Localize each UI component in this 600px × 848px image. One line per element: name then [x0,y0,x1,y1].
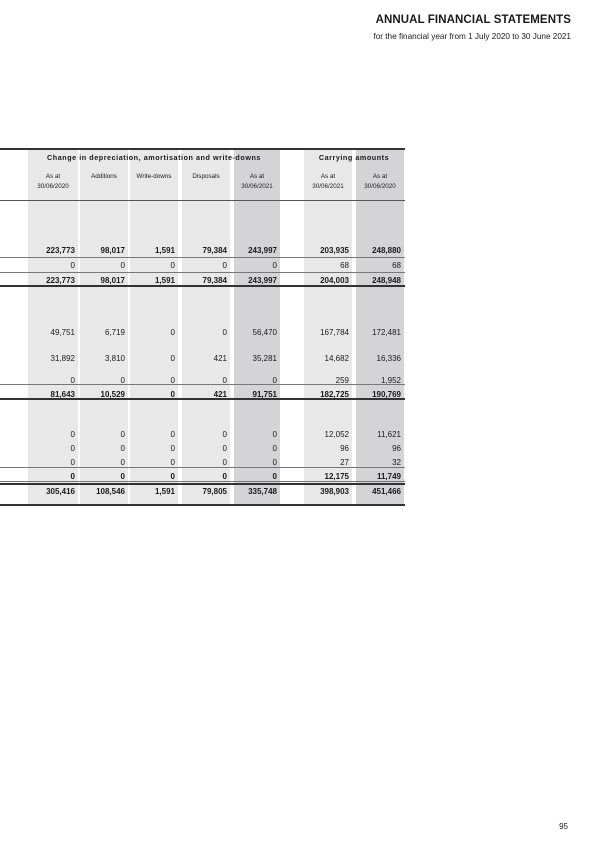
table-cell: 259 [335,376,349,385]
table-row [0,442,405,456]
table-cell: 91,751 [252,390,277,399]
table-cell: 0 [170,444,175,453]
table-cell: 79,805 [202,487,227,496]
table-cell: 0 [272,458,277,467]
column-header [304,172,352,192]
table-cell: 0 [120,430,125,439]
table-cell: 0 [222,376,227,385]
table-cell: 0 [170,354,175,363]
table-cell: 0 [170,458,175,467]
table-cell: 0 [70,444,75,453]
column-header-line: As at [372,173,388,180]
table-cell: 0 [272,430,277,439]
table-cell: 0 [70,458,75,467]
table-cell: 0 [120,376,125,385]
table-cell: 203,935 [320,246,349,255]
table-cell: 243,997 [248,246,277,255]
table-cell: 6,719 [104,328,125,337]
table-cell: 79,384 [202,276,227,285]
report-title: ANNUAL FINANCIAL STATEMENTS [375,14,571,26]
table-cell: 0 [272,376,277,385]
column-header-line: As at [45,173,61,180]
table-cell: 421 [213,354,227,363]
table-cell: 11,749 [376,472,401,481]
table-cell: 335,748 [248,487,277,496]
table-cell: 248,948 [372,276,401,285]
table-cell: 35,281 [252,354,277,363]
table-cell: 0 [170,261,175,270]
table-row-total [0,470,405,484]
table-cell: 398,903 [320,487,349,496]
table-cell: 108,546 [96,487,125,496]
table-cell: 81,643 [50,390,75,399]
table-cell: 10,529 [100,390,125,399]
table-rule [0,148,405,150]
column-header-line: Write-downs [136,173,172,180]
report-period: for the financial year from 1 July 2020 to 30 June 2021 [373,32,571,41]
table-row [0,428,405,442]
group-header-depreciation: Change in depreciation, amortisation and write-downs [47,153,261,162]
table-cell: 49,751 [50,328,75,337]
table-row [0,326,405,340]
table-cell: 98,017 [100,276,125,285]
table-cell: 0 [222,328,227,337]
table-cell: 56,470 [252,328,277,337]
column-header-line: 30/06/2020 [37,183,69,190]
table-cell: 32 [392,458,401,467]
table-cell: 421 [213,390,227,399]
table-cell: 3,810 [104,354,125,363]
table-cell: 0 [70,472,75,481]
table-cell: 0 [70,261,75,270]
column-header [130,172,178,182]
table-cell: 1,591 [154,487,175,496]
column-header-line: 30/06/2021 [241,183,273,190]
table-cell: 68 [340,261,349,270]
table-rule [0,200,405,201]
table-row [0,374,405,388]
page-number: 95 [559,822,568,831]
table-cell: 223,773 [46,246,75,255]
table-cell: 1,591 [154,246,175,255]
table-cell: 1,591 [154,276,175,285]
table-cell: 0 [222,444,227,453]
column-header [356,172,404,192]
table-cell: 223,773 [46,276,75,285]
table-cell: 0 [120,458,125,467]
column-header [80,172,128,182]
table-cell: 14,682 [324,354,349,363]
table-cell: 98,017 [100,246,125,255]
table-cell: 12,175 [324,472,349,481]
table-cell: 243,997 [248,276,277,285]
table-cell: 0 [222,430,227,439]
table-cell: 16,336 [376,354,401,363]
table-row-total [0,274,405,288]
table-cell: 11,621 [377,430,401,439]
table-cell: 0 [120,444,125,453]
table-cell: 204,003 [320,276,349,285]
column-header-line: 30/06/2021 [312,183,344,190]
table-cell: 248,880 [372,246,401,255]
table-cell: 182,725 [320,390,349,399]
table-row-total [0,244,405,258]
table-cell: 0 [272,444,277,453]
table-cell: 0 [120,261,125,270]
table-cell: 79,384 [202,246,227,255]
column-header-line: As at [249,173,265,180]
table-cell: 0 [222,458,227,467]
table-cell: 0 [222,261,227,270]
table-cell: 1,952 [380,376,401,385]
table-cell: 96 [340,444,349,453]
table-row [0,259,405,273]
table-cell: 167,784 [320,328,349,337]
table-cell: 190,769 [372,390,401,399]
table-cell: 68 [392,261,401,270]
column-header-line: As at [320,173,336,180]
table-cell: 0 [272,472,277,481]
table-cell: 0 [120,472,125,481]
table-cell: 0 [170,472,175,481]
column-header [234,172,280,192]
column-header-line: 30/06/2020 [364,183,396,190]
table-row-total [0,388,405,402]
table-cell: 27 [340,458,349,467]
table-cell: 451,466 [372,487,401,496]
table-rule [0,504,405,506]
column-header [182,172,230,182]
table-cell: 0 [272,261,277,270]
column-header-line: Additions [91,173,117,180]
table-cell: 0 [170,430,175,439]
table-cell: 305,416 [46,487,75,496]
table-cell: 0 [170,328,175,337]
column-header [28,172,78,192]
table-cell: 0 [170,390,175,399]
table-cell: 0 [170,376,175,385]
table-row [0,456,405,470]
table-cell: 0 [70,376,75,385]
column-header-line: Disposals [192,173,220,180]
table-cell: 12,052 [324,430,349,439]
table-cell: 31,892 [50,354,75,363]
table-row [0,352,405,366]
table-row-total [0,485,405,499]
table-cell: 172,481 [372,328,401,337]
table-cell: 0 [70,430,75,439]
group-header-carrying-amounts: Carrying amounts [318,153,390,162]
table-cell: 0 [222,472,227,481]
table-cell: 96 [392,444,401,453]
